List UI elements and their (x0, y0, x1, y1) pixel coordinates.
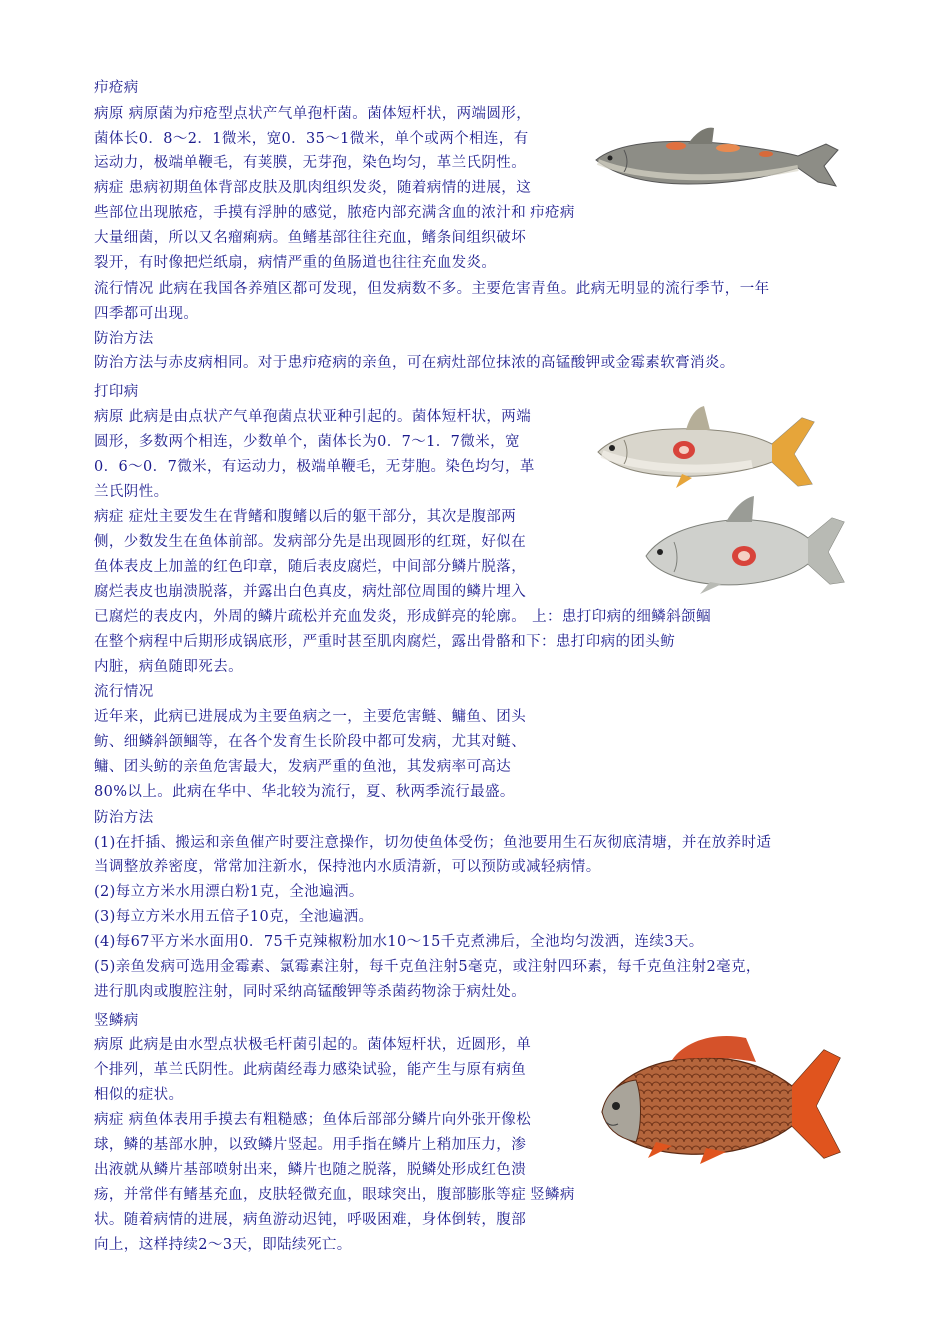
text-line: 裂开，有时像把烂纸扇，病情严重的鱼肠道也往往充血发炎。 (94, 255, 497, 271)
text-line: 内脏，病鱼随即死去。 (94, 659, 243, 675)
figure-caption: 疖疮病 (530, 205, 575, 221)
text-line: 流行情况 此病在我国各养殖区都可发现，但发病数不多。主要危害青鱼。此病无明显的流行季节，一年 (94, 281, 770, 297)
fish-illustration-scale-protrusion (596, 1030, 844, 1164)
section-title-furunculosis: 疖疮病 (94, 80, 139, 96)
text-line: 圆形，多数两个相连，少数单个，菌体长为0．7～1．7微米，宽 (94, 434, 520, 450)
text-line: 病原 病原菌为疖疮型点状产气单孢杆菌。菌体短杆状，两端圆形， (94, 106, 532, 122)
figure-caption-bottom: 下：患打印病的团头鲂 (526, 634, 676, 650)
text-line: 向上，这样持续2～3天，即陆续死亡。 (94, 1237, 352, 1253)
text-line: 病原 此病是由水型点状极毛杆菌引起的。菌体短杆状，近圆形，单 (94, 1037, 532, 1053)
text-line: 个排列，革兰氏阴性。此病菌经毒力感染试验，能产生与原有病鱼 (94, 1062, 527, 1078)
text-line: 近年来，此病已进展成为主要鱼病之一，主要危害鲢、鳙鱼、团头 (94, 709, 527, 725)
subheading-prevention: 防治方法 (94, 810, 154, 826)
text-line: 0．6～0．7微米，有运动力，极端单鞭毛，无芽胞。染色均匀，革 (94, 459, 535, 475)
text-line: 运动力，极端单鞭毛，有荚膜，无芽孢，染色均匀，革兰氏阴性。 (94, 155, 527, 171)
section-title-scale-protrusion: 竖鳞病 (94, 1013, 139, 1029)
fish-illustration-stamp-top (592, 404, 818, 492)
text-line: 进行肌肉或腹腔注射，同时采纳高锰酸钾等杀菌药物涂于病灶处。 (94, 984, 527, 1000)
subheading-epidemic: 流行情况 (94, 684, 154, 700)
text-line: (3)每立方米水用五倍子10克，全池遍洒。 (94, 909, 374, 925)
text-line: 大量细菌，所以又名瘤痢病。鱼鳍基部往往充血，鳍条间组织破坏 (94, 230, 527, 246)
text-line: 腐烂表皮也崩溃脱落，并露出白色真皮，病灶部位周围的鳞片埋入 (94, 584, 527, 600)
text-line: 鱼体表皮上加盖的红色印章，随后表皮腐烂，中间部分鳞片脱落， (94, 559, 527, 575)
figure-caption: 竖鳞病 (530, 1187, 575, 1203)
text-line: 病症 症灶主要发生在背鳍和腹鳍以后的躯干部分，其次是腹部两 (94, 509, 517, 525)
text-line: 已腐烂的表皮内，外周的鳞片疏松并充血发炎，形成鲜亮的轮廓。 上：患打印病的细鳞斜颌鲴 (94, 609, 711, 625)
text-line: 鳙、团头鲂的亲鱼危害最大，发病严重的鱼池，其发病率可高达 (94, 759, 512, 775)
text-line: 疡，并常伴有鳍基充血，皮肤轻微充血，眼球突出，腹部膨胀等症 竖鳞病 (94, 1187, 575, 1203)
text-line: 出液就从鳞片基部喷射出来，鳞片也随之脱落，脱鳞处形成红色溃 (94, 1162, 527, 1178)
text-line: 侧，少数发生在鱼体前部。发病部分先是出现圆形的红斑，好似在 (94, 534, 527, 550)
text-line: (4)每67平方米水面用0．75千克辣椒粉加水10～15千克煮沸后，全池均匀泼洒，连续3天。 (94, 934, 704, 950)
subheading-prevention: 防治方法 (94, 331, 154, 347)
text-line: 80%以上。此病在华中、华北较为流行，夏、秋两季流行最盛。 (94, 784, 515, 800)
figure-caption-top: 上：患打印病的细鳞斜颌鲴 (532, 609, 711, 625)
text-line: 四季都可出现。 (94, 306, 199, 322)
text-line: (2)每立方米水用漂白粉1克，全池遍洒。 (94, 884, 364, 900)
text-line: 兰氏阴性。 (94, 484, 169, 500)
text-line: 防治方法与赤皮病相同。对于患疖疮病的亲鱼，可在病灶部位抹浓的高锰酸钾或金霉素软膏消炎。 (94, 355, 735, 371)
text-line: 病症 病鱼体表用手摸去有粗糙感；鱼体后部部分鳞片向外张开像松 (94, 1112, 532, 1128)
fish-illustration-stamp-bottom (640, 494, 848, 596)
text-line: 病原 此病是由点状产气单孢菌点状亚种引起的。菌体短杆状，两端 (94, 409, 532, 425)
text-line: (5)亲鱼发病可选用金霉素、氯霉素注射，每千克鱼注射5毫克，或注射四环素，每千克鱼注射2毫克， (94, 959, 761, 975)
text-line: 些部位出现脓疮，手摸有浮肿的感觉，脓疮内部充满含血的浓汁和 疖疮病 (94, 205, 575, 221)
section-title-stamp-disease: 打印病 (94, 384, 139, 400)
text-line: 菌体长0．8～2．1微米，宽0．35～1微米，单个或两个相连，有 (94, 131, 529, 147)
text-line: 相似的症状。 (94, 1087, 184, 1103)
text-line: 病症 患病初期鱼体背部皮肤及肌肉组织发炎，随着病情的进展，这 (94, 180, 532, 196)
text-line: 鲂、细鳞斜颌鲴等，在各个发育生长阶段中都可发病，尤其对鲢、 (94, 734, 527, 750)
text-line: 球，鳞的基部水肿，以致鳞片竖起。用手指在鳞片上稍加压力，渗 (94, 1137, 527, 1153)
fish-illustration-furunculosis (588, 124, 842, 196)
text-line: 在整个病程中后期形成锅底形，严重时甚至肌肉腐烂，露出骨骼和下：患打印病的团头鲂 (94, 634, 676, 650)
text-line: (1)在扦插、搬运和亲鱼催产时要注意操作，切勿使鱼体受伤；鱼池要用生石灰彻底清塘，并在放养时适 (94, 835, 772, 851)
text-line: 状。随着病情的进展，病鱼游动迟钝，呼吸困难，身体倒转，腹部 (94, 1212, 527, 1228)
text-line: 当调整放养密度，常常加注新水，保持池内水质清新，可以预防或减轻病情。 (94, 859, 601, 875)
